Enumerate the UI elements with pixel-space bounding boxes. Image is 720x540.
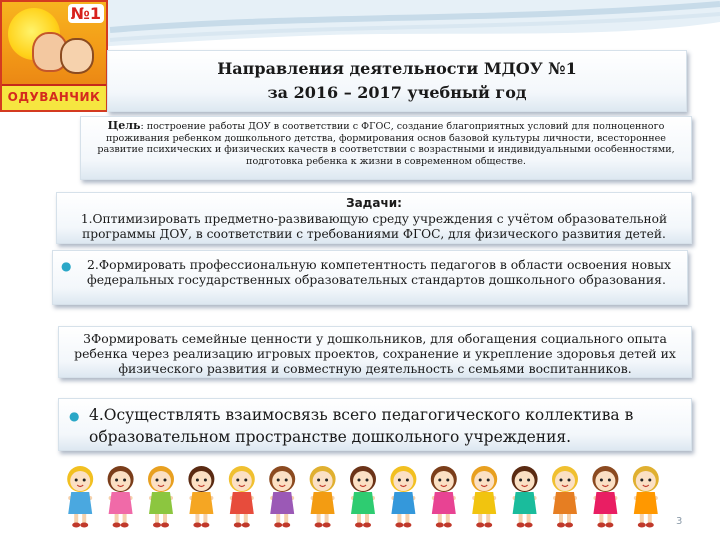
bullet-icon: ● [61,259,72,273]
task-box-2 [52,250,688,305]
logo-name-band [2,84,106,110]
task-item-1: 1.Оптимизировать предметно-развивающую среду учреждения с учётом образовательной программы ДОУ, в соответствии с требованиями ФГОС, для физического развития детей. [80,212,668,241]
task-item-2: 2.Формировать профессиональную компетентность педагогов в области освоения новых федеральных государственных образовательных стандартов дошкольного образования. [87,257,671,287]
page-title: Направления деятельности МДОУ №1 [217,59,577,78]
child-figure [148,466,174,528]
tasks-header: Задачи: [346,196,402,210]
goal-text: : построение работы ДОУ в соответствии с ФГОС, создание благоприятных условий для полноценного проживания ребенком дошкольного детства, формирования основ базовой культуры личности, всестороннее развитие психических и физических качеств в соответствии с возрастными и индивидуальными особенностями, подготовка ребенка к жизни в современном обществе. [97,121,675,167]
child-figure [471,466,497,528]
child-figure [108,466,134,528]
title-box [107,50,687,112]
children-illustration [60,462,666,528]
logo-name: ОДУВАНЧИК [7,90,101,104]
child-icon [60,38,94,74]
child-figure [512,466,538,528]
page-subtitle: за 2016 – 2017 учебный год [267,83,527,102]
logo-badge: №1 [68,4,104,23]
task-box-4 [58,398,692,451]
child-figure [552,466,578,528]
child-figure [633,466,659,528]
child-figure [431,466,457,528]
task-item-4: 4.Осуществлять взаимосвязь всего педагогического коллектива в образовательном пространстве дошкольного учреждения. [89,406,634,446]
task-box-3 [58,326,692,378]
page-number: 3 [676,516,683,527]
goal-box [80,116,692,180]
child-figure [269,466,295,528]
kindergarten-logo [0,0,108,112]
bullet-icon: ● [69,409,80,423]
child-figure [592,466,618,528]
task-item-3: 3Формировать семейные ценности у дошкольников, для обогащения социального опыта ребенка через реализацию игровых проектов, сохранение и укрепление здоровья детей их физического развития и совместную деятельность с семьями воспитанников. [74,331,676,376]
goal-label: Цель [107,119,141,132]
child-figure [188,466,214,528]
child-figure [390,466,416,528]
child-figure [67,466,93,528]
tasks-box [56,192,692,244]
child-figure [310,466,336,528]
child-figure [350,466,376,528]
child-figure [229,466,255,528]
